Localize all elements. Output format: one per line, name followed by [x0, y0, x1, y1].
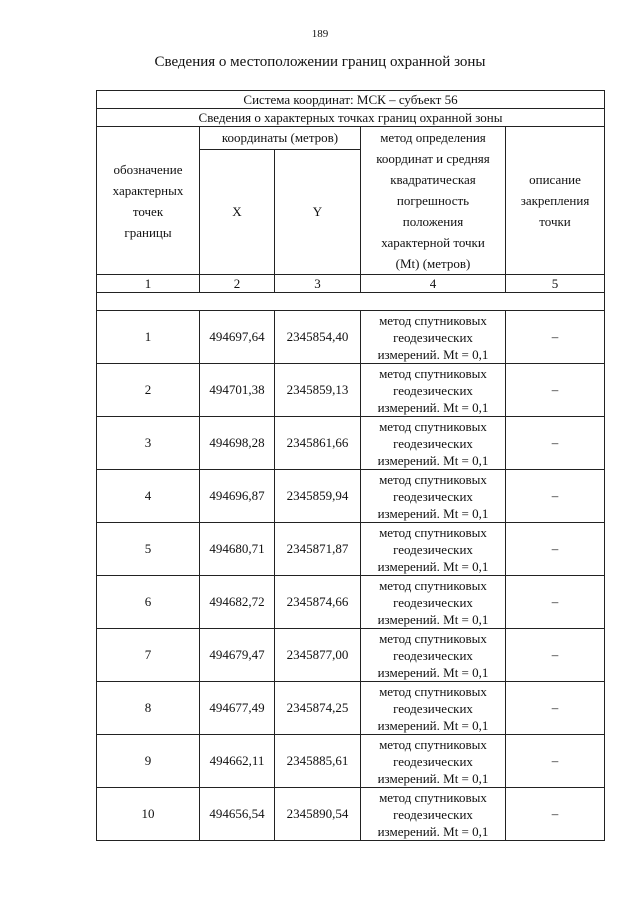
method-cell: метод спутниковых геодезических измерений. Mt = 0,1: [361, 735, 506, 788]
coordinate-system-cell: Система координат: МСК – субъект 56: [97, 91, 605, 109]
column-number: 3: [275, 275, 361, 293]
x-coordinate-cell: 494697,64: [200, 311, 275, 364]
description-cell: –: [506, 788, 605, 841]
method-cell: метод спутниковых геодезических измерений. Mt = 0,1: [361, 470, 506, 523]
table-row: [97, 629, 605, 682]
x-coordinate-cell: 494656,54: [200, 788, 275, 841]
y-coordinate-cell: 2345859,94: [275, 470, 361, 523]
description-cell: –: [506, 735, 605, 788]
y-coordinate-cell: 2345874,25: [275, 682, 361, 735]
method-cell: метод спутниковых геодезических измерений. Mt = 0,1: [361, 576, 506, 629]
header-y-label: Y: [275, 149, 361, 274]
coordinate-system-row: [97, 91, 605, 109]
x-coordinate-cell: 494698,28: [200, 417, 275, 470]
column-number: 2: [200, 275, 275, 293]
table-row: [97, 682, 605, 735]
header-point-label: обозначение характерных точек границы: [97, 127, 200, 275]
description-cell: –: [506, 576, 605, 629]
x-coordinate-cell: 494662,11: [200, 735, 275, 788]
y-coordinate-cell: 2345874,66: [275, 576, 361, 629]
method-cell: метод спутниковых геодезических измерений. Mt = 0,1: [361, 311, 506, 364]
point-cell: 9: [97, 735, 200, 788]
point-cell: 5: [97, 523, 200, 576]
column-number: 4: [361, 275, 506, 293]
description-cell: –: [506, 417, 605, 470]
info-row: [97, 109, 605, 127]
method-cell: метод спутниковых геодезических измерений. Mt = 0,1: [361, 629, 506, 682]
header-desc-label: описание закрепления точки: [506, 127, 605, 275]
description-cell: –: [506, 682, 605, 735]
x-coordinate-cell: 494680,71: [200, 523, 275, 576]
table-row: [97, 735, 605, 788]
header-method-label: метод определения координат и средняя квадратическая погрешность положения характерной точки (Mt) (метров): [361, 127, 506, 275]
y-coordinate-cell: 2345885,61: [275, 735, 361, 788]
table-row: [97, 788, 605, 841]
point-cell: 7: [97, 629, 200, 682]
y-coordinate-cell: 2345861,66: [275, 417, 361, 470]
point-cell: 2: [97, 364, 200, 417]
x-coordinate-cell: 494701,38: [200, 364, 275, 417]
x-coordinate-cell: 494682,72: [200, 576, 275, 629]
point-cell: 8: [97, 682, 200, 735]
method-cell: метод спутниковых геодезических измерений. Mt = 0,1: [361, 682, 506, 735]
description-cell: –: [506, 470, 605, 523]
x-coordinate-cell: 494677,49: [200, 682, 275, 735]
column-number: 1: [97, 275, 200, 293]
info-cell: Сведения о характерных точках границ охранной зоны: [97, 109, 605, 127]
table-row: [97, 311, 605, 364]
header-coords-label: координаты (метров): [200, 127, 361, 150]
document-title: Сведения о местоположении границ охранной зоны: [154, 54, 486, 70]
y-coordinate-cell: 2345890,54: [275, 788, 361, 841]
y-coordinate-cell: 2345877,00: [275, 629, 361, 682]
point-cell: 6: [97, 576, 200, 629]
blank-cell: [97, 293, 605, 311]
description-cell: –: [506, 629, 605, 682]
column-numbers-row: [97, 275, 605, 293]
header-row: [97, 127, 605, 150]
description-cell: –: [506, 364, 605, 417]
table-row: [97, 523, 605, 576]
description-cell: –: [506, 311, 605, 364]
method-cell: метод спутниковых геодезических измерений. Mt = 0,1: [361, 364, 506, 417]
table-row: [97, 417, 605, 470]
point-cell: 3: [97, 417, 200, 470]
method-cell: метод спутниковых геодезических измерений. Mt = 0,1: [361, 417, 506, 470]
point-cell: 4: [97, 470, 200, 523]
table-row: [97, 576, 605, 629]
x-coordinate-cell: 494679,47: [200, 629, 275, 682]
method-cell: метод спутниковых геодезических измерений. Mt = 0,1: [361, 523, 506, 576]
x-coordinate-cell: 494696,87: [200, 470, 275, 523]
table-row: [97, 364, 605, 417]
description-cell: –: [506, 523, 605, 576]
point-cell: 10: [97, 788, 200, 841]
boundary-points-table: [96, 90, 605, 841]
point-cell: 1: [97, 311, 200, 364]
table-row: [97, 470, 605, 523]
page-number: 189: [311, 28, 329, 40]
blank-row: [97, 293, 605, 311]
column-number: 5: [506, 275, 605, 293]
y-coordinate-cell: 2345859,13: [275, 364, 361, 417]
y-coordinate-cell: 2345871,87: [275, 523, 361, 576]
header-x-label: X: [200, 149, 275, 274]
method-cell: метод спутниковых геодезических измерений. Mt = 0,1: [361, 788, 506, 841]
y-coordinate-cell: 2345854,40: [275, 311, 361, 364]
